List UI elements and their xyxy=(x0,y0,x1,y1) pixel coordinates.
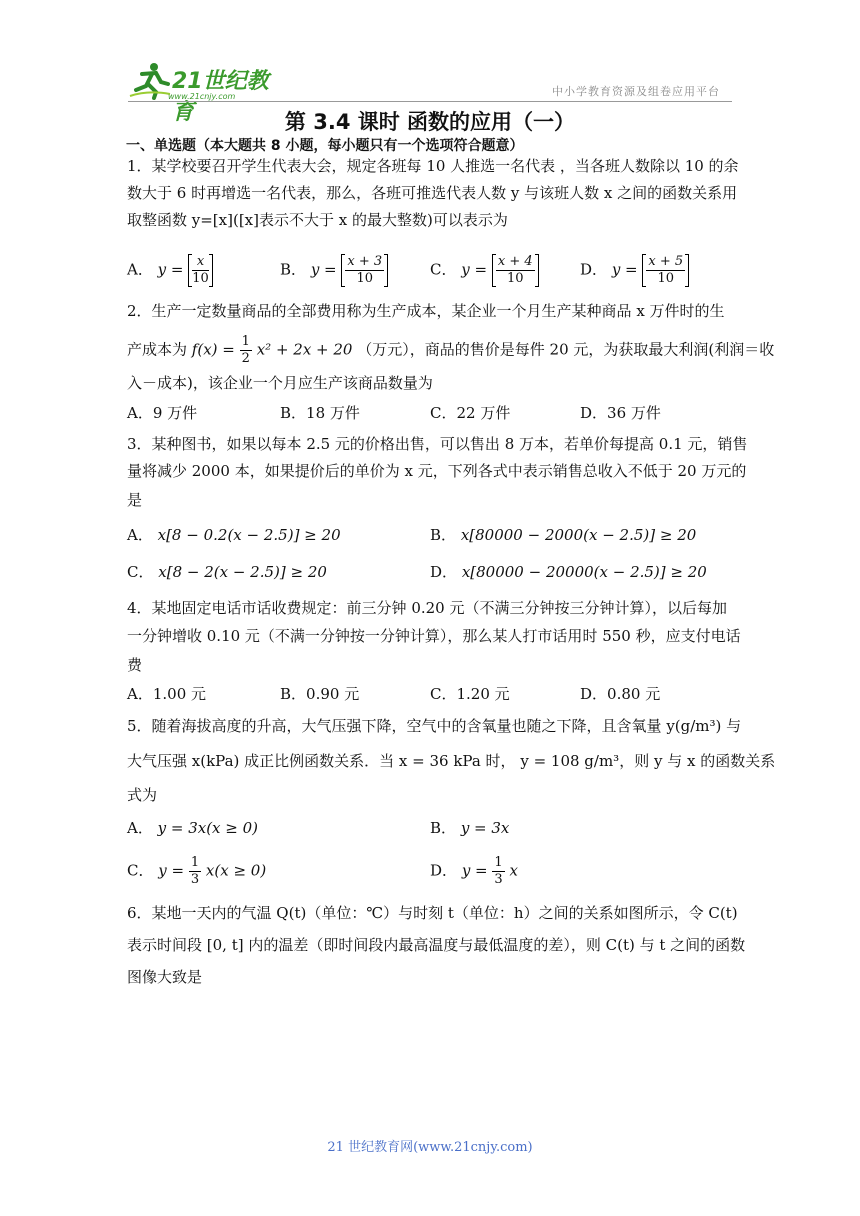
runner-icon xyxy=(128,60,172,100)
frac-denominator: 10 xyxy=(657,271,675,286)
q2-line-2-post: （万元），商品的售价是每件 20 元，为获取最大利润(利润＝收 xyxy=(357,340,775,359)
header-platform-text: 中小学教育资源及组卷应用平台 xyxy=(552,85,720,98)
q5-option-a[interactable] xyxy=(127,818,258,838)
option-label: D． xyxy=(430,563,458,581)
q4-option-d[interactable]: D．0.80 元 xyxy=(580,685,661,703)
frac-numerator: x xyxy=(192,254,209,271)
frac-numerator: 1 xyxy=(241,334,250,349)
option-label: D． xyxy=(580,260,608,279)
logo-brand-text: 21世纪教育 xyxy=(172,69,269,125)
option-post: x(x ≥ 0) xyxy=(205,861,267,880)
q3-line-3: 是 xyxy=(127,491,143,509)
q4-option-c[interactable]: C．1.20 元 xyxy=(430,685,510,703)
q2-option-b[interactable]: B．18 万件 xyxy=(280,404,360,422)
q1-option-d[interactable] xyxy=(580,254,689,287)
q5-option-c[interactable] xyxy=(127,855,266,888)
q6-line-2: 表示时间段 [0, t] 内的温差（即时间段内最高温度与最低温度的差），则 C(t) 与 t 之间的函数 xyxy=(127,936,746,954)
q4-line-2: 一分钟增收 0.10 元（不满一分钟按一分钟计算），那么某人打市话用时 550 秒，应支付电话 xyxy=(127,627,741,645)
frac-denominator: 10 xyxy=(506,271,524,286)
q2-option-a[interactable]: A．9 万件 xyxy=(127,404,198,422)
option-lhs: y = xyxy=(310,260,337,279)
option-expression: y = 3x(x ≥ 0) xyxy=(157,819,259,837)
option-lhs: y = xyxy=(611,260,638,279)
page-footer[interactable]: 21 世纪教育网(www.21cnjy.com) xyxy=(327,1140,533,1155)
option-expression: x[80000 − 20000(x − 2.5)] ≥ 20 xyxy=(461,563,707,581)
option-label: A． xyxy=(127,260,153,279)
q3-option-b[interactable] xyxy=(430,525,696,545)
q3-line-2: 量将减少 2000 本，如果提价后的单价为 x 元，下列各式中表示销售总收入不低于 20 万元的 xyxy=(127,462,747,480)
option-pre: y = xyxy=(461,861,488,880)
q3-option-c[interactable] xyxy=(127,562,327,582)
q3-line-1: 3．某种图书，如果以每本 2.5 元的价格出售，可以售出 8 万本，若单价每提高 0.1 元，销售 xyxy=(127,435,748,453)
logo-url-text: www.21cnjy.com xyxy=(168,92,236,101)
page-title: 第 3.4 课时 函数的应用（一） xyxy=(284,110,576,134)
frac-numerator: 1 xyxy=(190,855,200,870)
frac-denominator: 10 xyxy=(192,271,209,286)
q1-line-1: 1．某学校要召开学生代表大会，规定各班每 10 人推选一名代表 ，当各班人数除以 10 的余 xyxy=(127,157,739,175)
section-heading: 一、单选题（本大题共 8 小题，每小题只有一个选项符合题意） xyxy=(126,138,524,154)
frac-numerator: x + 4 xyxy=(497,254,533,269)
frac-denominator: 3 xyxy=(494,872,503,887)
option-label: D． xyxy=(430,861,458,880)
option-label: C． xyxy=(127,563,154,581)
option-expression: y = 3x xyxy=(460,819,510,837)
q5-option-d[interactable] xyxy=(430,855,518,888)
q1-line-3: 取整函数 y=[x]([x]表示不大于 x 的最大整数)可以表示为 xyxy=(127,211,508,229)
q4-option-a[interactable]: A．1.00 元 xyxy=(127,685,206,703)
frac-denominator: 10 xyxy=(356,271,374,286)
q1-option-c[interactable] xyxy=(430,254,539,287)
q5-line-3: 式为 xyxy=(127,786,158,804)
option-label: B． xyxy=(430,819,457,837)
q4-option-b[interactable]: B．0.90 元 xyxy=(280,685,360,703)
q4-line-1: 4．某地固定电话市话收费规定：前三分钟 0.20 元（不满三分钟按三分钟计算），以后每加 xyxy=(127,599,727,617)
q5-line-1: 5．随着海拔高度的升高，大气压强下降，空气中的含氧量也随之下降，且含氧量 y(g/m³) 与 xyxy=(127,717,742,735)
option-expression: x[8 − 0.2(x − 2.5)] ≥ 20 xyxy=(157,526,341,544)
option-pre: y = xyxy=(158,861,185,880)
frac-denominator: 2 xyxy=(241,351,250,366)
header-divider xyxy=(128,101,732,102)
q5-line-2: 大气压强 x(kPa) 成正比例函数关系．当 x = 36 kPa 时， y = 108 g/m³，则 y 与 x 的函数关系 xyxy=(127,752,776,770)
option-lhs: y = xyxy=(157,260,184,279)
option-label: B． xyxy=(430,526,457,544)
q1-line-2: 数大于 6 时再增选一名代表，那么，各班可推选代表人数 y 与该班人数 x 之间的函数关系用 xyxy=(127,184,738,202)
q2-line-2 xyxy=(127,334,774,367)
q2-line-1: 2．生产一定数量商品的全部费用称为生产成本，某企业一个月生产某种商品 x 万件时的生 xyxy=(127,302,725,320)
frac-numerator: 1 xyxy=(494,855,503,870)
option-label: A． xyxy=(127,819,153,837)
option-expression: x[80000 − 2000(x − 2.5)] ≥ 20 xyxy=(460,526,697,544)
q6-line-3: 图像大致是 xyxy=(127,968,203,986)
option-expression: x[8 − 2(x − 2.5)] ≥ 20 xyxy=(158,563,327,581)
frac-numerator: x + 5 xyxy=(648,254,684,269)
q2-line-2-pre: 产成本为 xyxy=(127,340,188,359)
q4-line-3: 费 xyxy=(127,656,143,674)
option-label: B． xyxy=(280,260,307,279)
frac-numerator: x + 3 xyxy=(347,254,383,269)
q3-option-d[interactable] xyxy=(430,562,707,582)
option-label: C． xyxy=(127,861,154,880)
q2-option-c[interactable]: C．22 万件 xyxy=(430,404,511,422)
q2-line-3: 入－成本)，该企业一个月应生产该商品数量为 xyxy=(127,374,433,392)
q1-option-b[interactable] xyxy=(280,254,388,287)
q6-line-1: 6．某地一天内的气温 Q(t)（单位：℃）与时刻 t（单位：h）之间的关系如图所示，令 C(t) xyxy=(127,904,738,922)
frac-denominator: 3 xyxy=(190,872,200,887)
site-logo xyxy=(128,60,288,125)
q2-option-d[interactable]: D．36 万件 xyxy=(580,404,661,422)
option-label: C． xyxy=(430,260,457,279)
q2-fx: f(x) = xyxy=(191,340,235,359)
q2-formula: x² + 2x + 20 xyxy=(256,340,353,359)
q5-option-b[interactable] xyxy=(430,818,509,838)
q3-option-a[interactable] xyxy=(127,525,341,545)
option-post: x xyxy=(509,861,518,880)
option-label: A． xyxy=(127,526,153,544)
option-lhs: y = xyxy=(461,260,488,279)
q1-option-a[interactable] xyxy=(127,254,213,287)
